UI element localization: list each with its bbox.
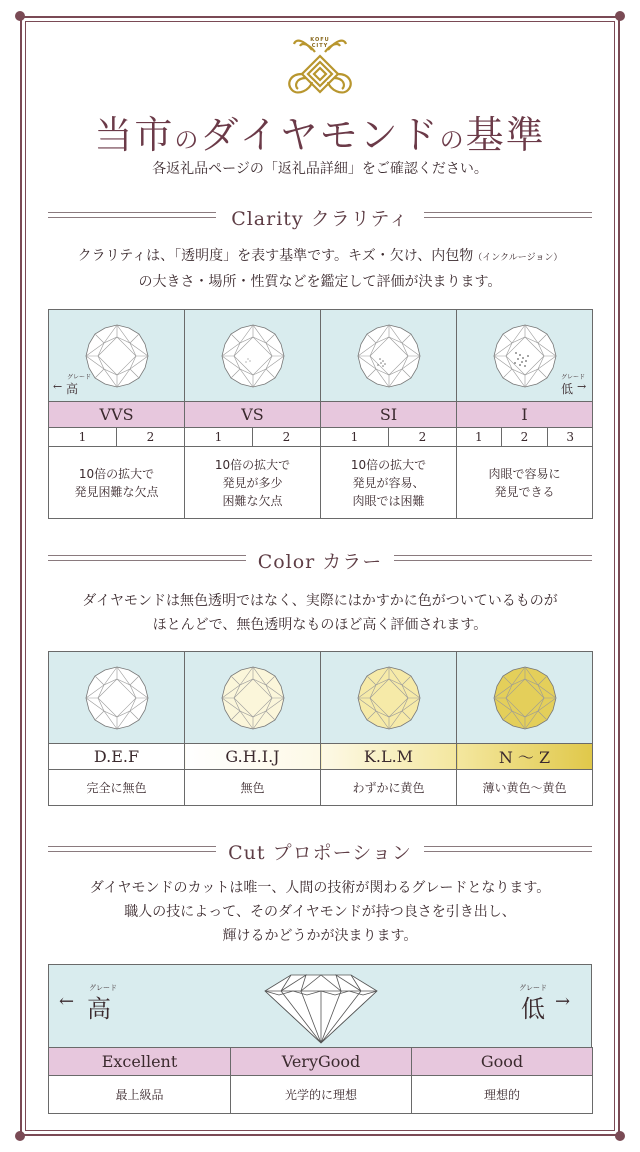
desc-line: 発見困難な欠点 xyxy=(74,484,159,499)
clarity-image-si xyxy=(321,310,457,402)
grade-klm: K.L.M xyxy=(321,744,457,770)
subgrade-cell: 2 xyxy=(501,428,548,446)
clarity-heading xyxy=(48,204,592,228)
clarity-image-vvs xyxy=(49,310,185,402)
grade-vvs: VVS xyxy=(49,402,185,428)
title-part-5: 基準 xyxy=(465,113,546,157)
left-arrow-icon: ← xyxy=(59,991,75,1012)
cut-image-panel xyxy=(48,964,592,1048)
cut-heading xyxy=(48,838,592,862)
clarity-desc-ruby: （インクルージョン） xyxy=(473,253,563,263)
corner-dot-top-left xyxy=(15,11,25,21)
cut-desc-good: 理想的 xyxy=(412,1076,593,1114)
color-image-klm xyxy=(321,652,457,744)
clarity-desc-line1: クラリティは、「透明度」を表す基準です。キズ・欠け、内包物 xyxy=(77,248,474,264)
title-part-2: の xyxy=(174,126,201,154)
color-desc-nz: 薄い黄色～黄色 xyxy=(457,770,593,806)
corner-dot-top-right xyxy=(615,11,625,21)
color-desc-line2: ほとんどで、無色透明なものほど高く評価されます。 xyxy=(152,617,488,633)
subgrades-vvs xyxy=(49,428,185,447)
left-arrow-icon: ← xyxy=(53,380,63,393)
desc-line: 肉眼で容易に xyxy=(488,466,561,481)
diamond-top-icon xyxy=(356,665,422,731)
clarity-image-vs xyxy=(185,310,321,402)
cut-description xyxy=(40,876,600,948)
clarity-desc-i xyxy=(457,447,593,519)
desc-line: 10倍の拡大で xyxy=(350,457,427,472)
diamond-top-icon xyxy=(220,323,286,389)
title-part-1: 当市 xyxy=(94,113,175,157)
clarity-table xyxy=(48,309,593,519)
page-title xyxy=(0,104,640,159)
cut-heading-label: Cut プロポーション xyxy=(228,842,412,864)
subgrade-cell: 1 xyxy=(457,428,501,446)
high-grade-label: 高 xyxy=(66,382,79,396)
color-image-ghij xyxy=(185,652,321,744)
grade-def: D.E.F xyxy=(49,744,185,770)
subgrade-cell: 2 xyxy=(282,430,291,444)
cut-table xyxy=(48,1047,593,1114)
grade-i: I xyxy=(457,402,593,428)
logo-text: KOFU CITY xyxy=(310,37,330,49)
subgrade-cell: 3 xyxy=(566,430,575,444)
grade-vs: VS xyxy=(185,402,321,428)
high-grade-ruby: グレード xyxy=(67,374,92,381)
corner-dot-bottom-right xyxy=(615,1131,625,1141)
color-description xyxy=(40,589,600,637)
diamond-top-icon xyxy=(492,323,558,389)
desc-line: 発見が多少 xyxy=(222,475,283,490)
subgrade-cell: 1 xyxy=(49,428,117,446)
title-part-3: ダイヤモンド xyxy=(200,113,440,157)
subgrades-si xyxy=(321,428,457,447)
clarity-desc-vs xyxy=(185,447,321,519)
color-desc-def: 完全に無色 xyxy=(49,770,185,806)
desc-line: 10倍の拡大で xyxy=(78,466,155,481)
subgrade-cell: 1 xyxy=(321,428,389,446)
color-desc-ghij: 無色 xyxy=(185,770,321,806)
subgrades-vs xyxy=(185,428,321,447)
clarity-heading-label: Clarity クラリティ xyxy=(231,208,409,230)
color-desc-line1: ダイヤモンドは無色透明ではなく、実際にはかすかに色がついているものが xyxy=(82,593,558,609)
clarity-image-i xyxy=(457,310,593,402)
low-grade-ruby: グレード xyxy=(519,984,547,992)
color-desc-klm: わずかに黄色 xyxy=(321,770,457,806)
page-subtitle: 各返礼品ページの「返礼品詳細」をご確認ください。 xyxy=(152,161,488,177)
subgrade-cell: 2 xyxy=(146,430,155,444)
grade-verygood: VeryGood xyxy=(231,1048,412,1076)
color-heading-label: Color カラー xyxy=(257,551,383,573)
grade-nz: N ～ Z xyxy=(457,744,593,770)
low-grade-label: 低 xyxy=(521,995,545,1023)
low-grade-label: 低 xyxy=(561,382,574,396)
high-grade-label: 高 xyxy=(87,995,111,1023)
desc-line: 肉眼では困難 xyxy=(352,493,425,508)
grade-excellent: Excellent xyxy=(49,1048,231,1076)
clarity-desc-vvs xyxy=(49,447,185,519)
right-arrow-icon: → xyxy=(577,380,587,393)
color-table xyxy=(48,651,593,806)
desc-line: 10倍の拡大で xyxy=(214,457,291,472)
color-heading xyxy=(48,547,592,571)
grade-si: SI xyxy=(321,402,457,428)
cut-desc-line3: 輝けるかどうかが決まります。 xyxy=(222,928,418,944)
cut-desc-line2: 職人の技によって、そのダイヤモンドが持つ良さを引き出し、 xyxy=(124,904,516,920)
diamond-top-icon xyxy=(492,665,558,731)
desc-line: 発見できる xyxy=(494,484,555,499)
title-part-4: の xyxy=(439,126,466,154)
clarity-desc-si xyxy=(321,447,457,519)
subgrades-i xyxy=(457,428,593,447)
clarity-description xyxy=(40,244,600,294)
right-arrow-icon: → xyxy=(555,991,571,1012)
high-grade-ruby: グレード xyxy=(89,984,117,992)
diamond-side-icon xyxy=(261,971,381,1045)
grade-ghij: G.H.I.J xyxy=(185,744,321,770)
diamond-top-icon xyxy=(220,665,286,731)
corner-dot-bottom-left xyxy=(15,1131,25,1141)
color-image-nz xyxy=(457,652,593,744)
diamond-top-icon xyxy=(84,665,150,731)
subgrade-cell: 1 xyxy=(185,428,253,446)
cut-desc-verygood: 光学的に理想 xyxy=(231,1076,412,1114)
low-grade-ruby: グレード xyxy=(561,374,586,381)
grade-good: Good xyxy=(412,1048,593,1076)
cut-desc-excellent: 最上級品 xyxy=(49,1076,231,1114)
desc-line: 発見が容易、 xyxy=(352,475,425,490)
cut-desc-line1: ダイヤモンドのカットは唯一、人間の技術が関わるグレードとなります。 xyxy=(89,880,551,896)
subgrade-cell: 2 xyxy=(418,430,427,444)
color-image-def xyxy=(49,652,185,744)
clarity-desc-line2: の大きさ・場所・性質などを鑑定して評価が決まります。 xyxy=(138,274,502,290)
desc-line: 困難な欠点 xyxy=(222,493,283,508)
diamond-top-icon xyxy=(84,323,150,389)
diamond-top-icon xyxy=(356,323,422,389)
